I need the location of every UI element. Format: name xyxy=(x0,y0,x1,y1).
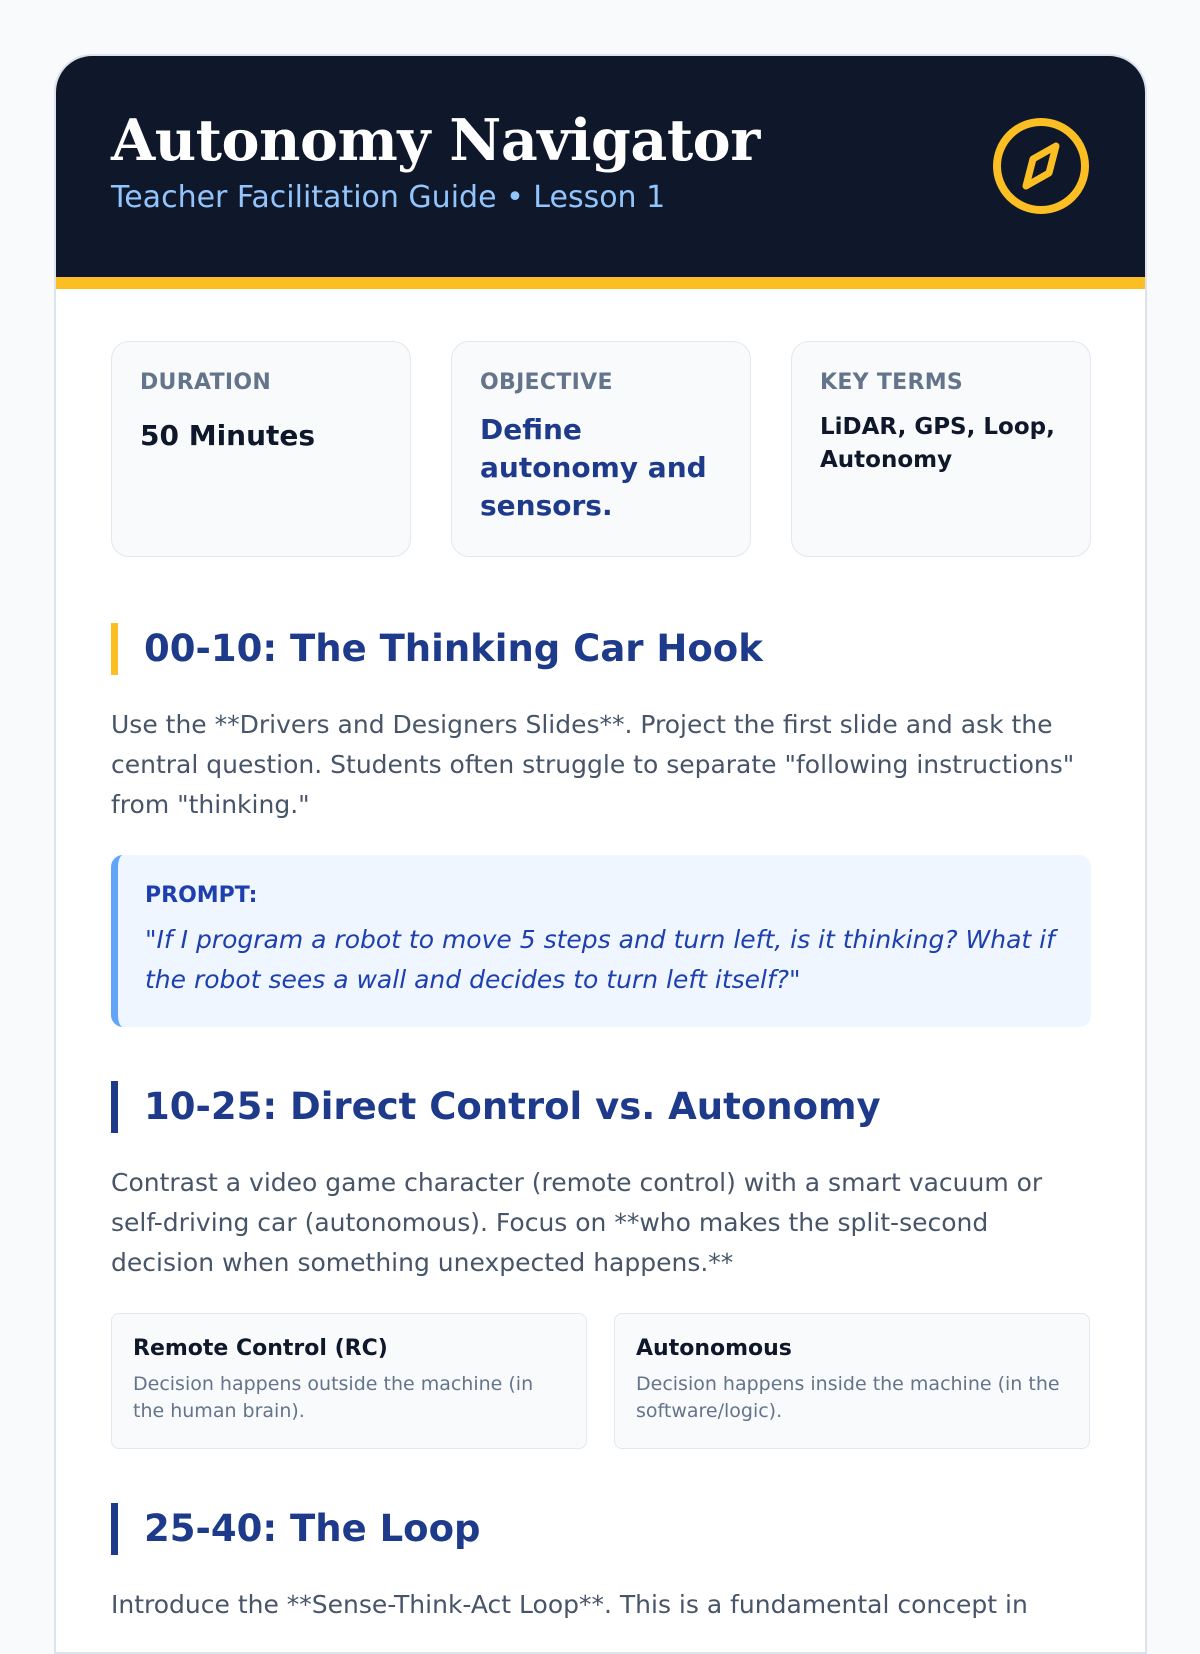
duration-label: DURATION xyxy=(140,370,272,395)
section-thinking-car-hook xyxy=(111,623,1091,1027)
remote-control-card xyxy=(111,1313,587,1449)
section-direct-control-vs-autonomy xyxy=(111,1081,1091,1449)
page-title: Autonomy Navigator xyxy=(111,107,760,174)
prompt-text: "If I program a robot to move 5 steps and turn left, is it thinking? What if the robot sees a wall and decides to turn left itself?" xyxy=(145,925,1055,994)
lesson-info-row xyxy=(111,341,1091,557)
guide-content xyxy=(56,289,1145,1625)
facilitation-guide-page xyxy=(54,54,1147,1654)
section-body: Use the **Drivers and Designers Slides**. Project the first slide and ask the central question. Students often struggle to separate "following instructions" from "thinking." xyxy=(111,710,1075,819)
guide-header xyxy=(56,56,1145,289)
comparison-description: Decision happens outside the machine (in the human brain). xyxy=(133,1373,534,1422)
page-subtitle: Teacher Facilitation Guide • Lesson 1 xyxy=(111,180,666,215)
compass-icon xyxy=(991,116,1091,216)
objective-card xyxy=(451,341,751,557)
objective-label: OBJECTIVE xyxy=(480,370,613,395)
prompt-label: PROMPT: xyxy=(145,883,258,908)
section-body: Introduce the **Sense-Think-Act Loop**. This is a fundamental concept in xyxy=(111,1590,1028,1619)
comparison-description: Decision happens inside the machine (in the software/logic). xyxy=(636,1373,1060,1422)
prompt-callout xyxy=(111,855,1091,1027)
section-heading: 00-10: The Thinking Car Hook xyxy=(111,623,1091,675)
section-heading: 10-25: Direct Control vs. Autonomy xyxy=(111,1081,1091,1133)
duration-value: 50 Minutes xyxy=(140,419,316,452)
key-terms-value: LiDAR, GPS, Loop, Autonomy xyxy=(820,414,1055,473)
section-the-loop xyxy=(111,1503,1091,1625)
comparison-row xyxy=(111,1313,1091,1449)
section-body: Contrast a video game character (remote control) with a smart vacuum or self-driving car (autonomous). Focus on **who makes the split-second decision when something unexpected happens.** xyxy=(111,1168,1043,1277)
autonomous-card xyxy=(614,1313,1090,1449)
objective-value: Define autonomy and sensors. xyxy=(480,413,707,522)
comparison-title: Remote Control (RC) xyxy=(133,1336,388,1361)
comparison-title: Autonomous xyxy=(636,1336,792,1361)
duration-card xyxy=(111,341,411,557)
section-heading: 25-40: The Loop xyxy=(111,1503,1091,1555)
key-terms-card xyxy=(791,341,1091,557)
key-terms-label: KEY TERMS xyxy=(820,370,964,395)
